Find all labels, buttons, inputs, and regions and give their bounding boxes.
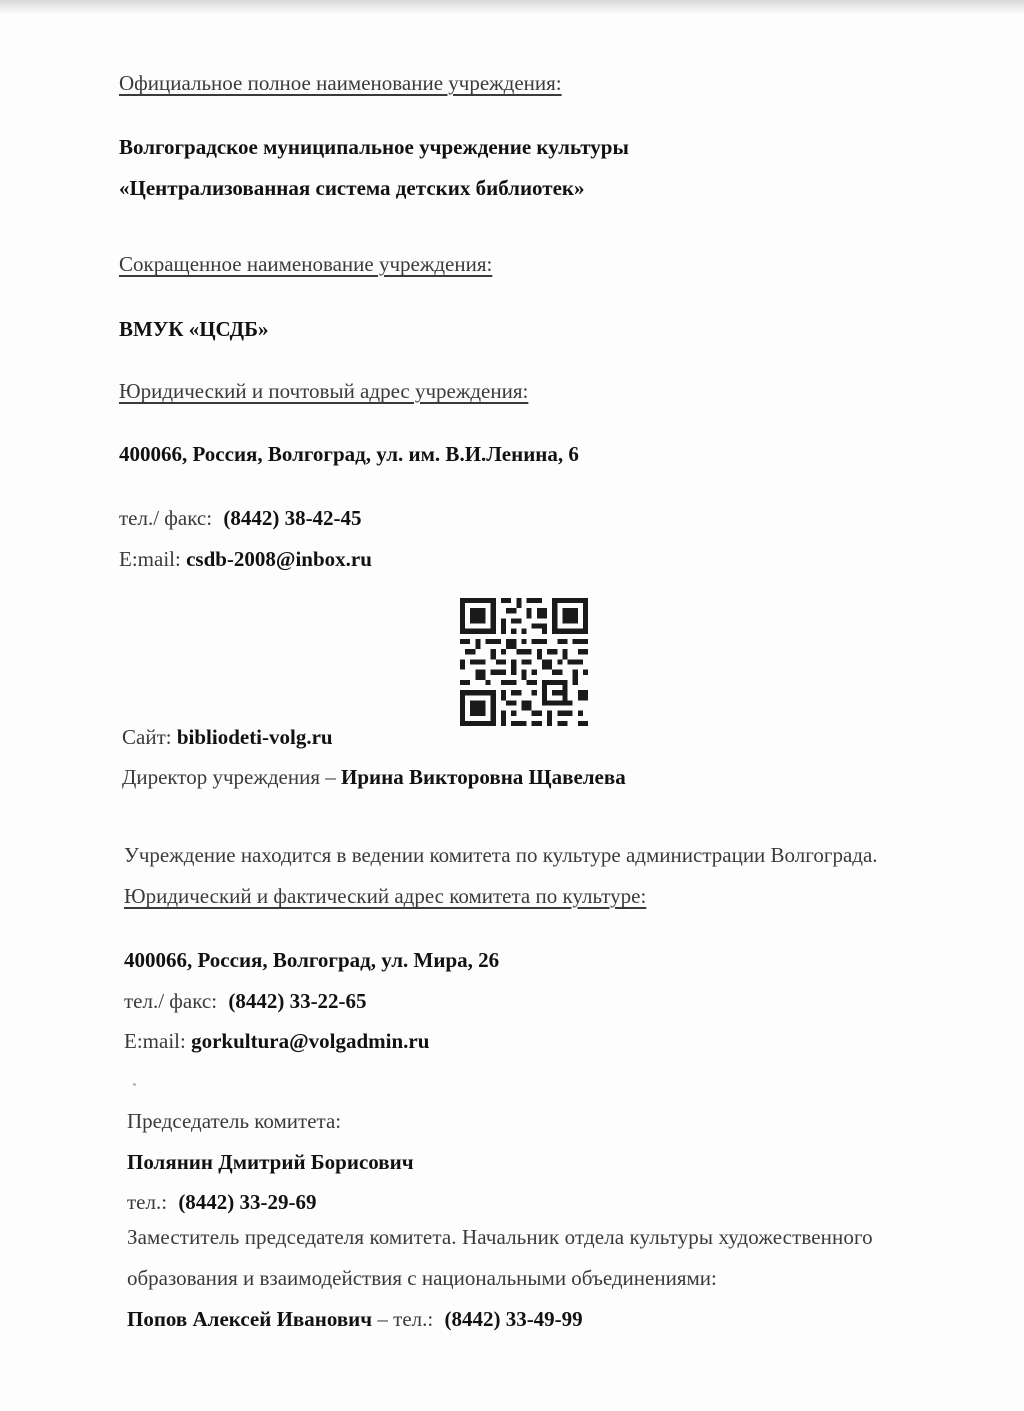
address-heading: Юридический и почтовый адрес учреждения:: [119, 379, 529, 403]
org-phone: (8442) 38-42-45: [223, 506, 362, 530]
director-row: [122, 764, 626, 790]
committee-email: gorkultura@volgadmin.ru: [191, 1029, 430, 1053]
site-label: Сайт:: [122, 725, 172, 749]
full-name-line-1: Волгоградское муниципальное учреждение культуры: [119, 135, 629, 159]
deputy-line-1: Заместитель председателя комитета. Начальник отдела культуры художественного: [127, 1225, 873, 1249]
short-name-heading: Сокращенное наименование учреждения:: [119, 252, 493, 276]
org-address: 400066, Россия, Волгоград, ул. им. В.И.Ленина, 6: [119, 442, 579, 466]
deputy-name: Попов Алексей Иванович: [127, 1307, 373, 1331]
director-label: Директор учреждения –: [122, 765, 336, 789]
site-row: [122, 724, 333, 750]
chair-phone-label: тел.:: [127, 1190, 168, 1214]
chair-heading: Председатель комитета:: [127, 1109, 342, 1133]
committee-email-label: E:mail:: [124, 1029, 186, 1053]
deputy-phone: (8442) 33-49-99: [444, 1307, 583, 1331]
scan-speck: [133, 1083, 136, 1086]
chair-phone-row: [127, 1189, 317, 1215]
scan-edge: [0, 0, 1024, 14]
committee-address-heading: Юридический и фактический адрес комитета по культуре:: [124, 884, 647, 908]
deputy-phone-label: – тел.:: [377, 1307, 434, 1331]
org-email-label: E:mail:: [119, 547, 181, 571]
director-name: Ирина Викторовна Щавелева: [341, 765, 626, 789]
committee-email-row: [124, 1028, 429, 1054]
org-phone-label: тел./ факс:: [119, 506, 213, 530]
committee-address: 400066, Россия, Волгоград, ул. Мира, 26: [124, 948, 500, 972]
org-email: csdb-2008@inbox.ru: [186, 547, 372, 571]
short-name: ВМУК «ЦСДБ»: [119, 317, 269, 341]
org-phone-row: [119, 505, 362, 531]
committee-phone-label: тел./ факс:: [124, 989, 218, 1013]
deputy-line-2: образования и взаимодействия с национальными объединениями:: [127, 1266, 717, 1290]
org-email-row: [119, 546, 372, 572]
deputy-row: [127, 1306, 583, 1332]
full-name-line-2: «Централизованная система детских библиотек»: [119, 176, 585, 200]
committee-phone-row: [124, 988, 367, 1014]
committee-phone: (8442) 33-22-65: [228, 989, 367, 1013]
site-link[interactable]: bibliodeti-volg.ru: [176, 725, 333, 749]
qr-code: [460, 598, 588, 726]
chair-name: Полянин Дмитрий Борисович: [127, 1150, 414, 1174]
chair-phone: (8442) 33-29-69: [178, 1190, 317, 1214]
full-name-heading: Официальное полное наименование учреждения:: [119, 71, 562, 95]
committee-intro: Учреждение находится в ведении комитета по культуре администрации Волгограда.: [124, 843, 878, 867]
